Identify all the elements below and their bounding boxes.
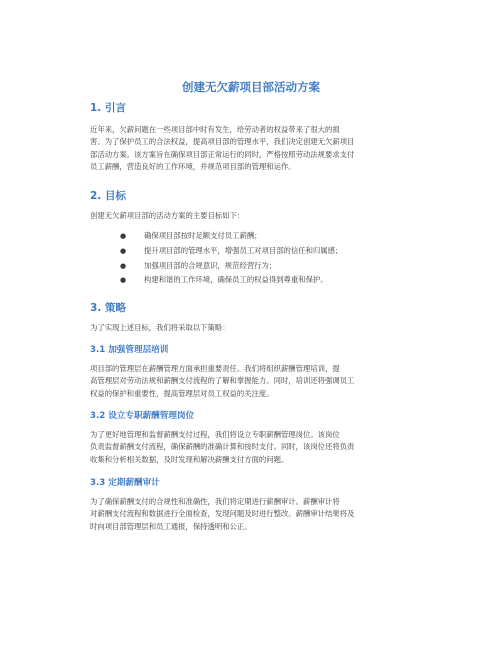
subsection-training-paragraph — [90, 363, 412, 400]
subsection-heading-audit: 3.3 定期薪酬审计 — [90, 478, 160, 488]
document-title: 创建无欠薪项目部活动方案 — [182, 80, 320, 94]
strategy-intro: 为了实现上述目标，我们将采取以下策略： — [90, 323, 230, 332]
list-item: ● 确保项目部按时足额支付员工薪酬； — [90, 229, 412, 244]
goals-list — [90, 229, 412, 288]
paragraph-line: 对薪酬支付流程和数据进行全面检查，发现问题及时进行整改。薪酬审计结果将及 — [90, 509, 355, 519]
bullet-icon: ● — [120, 276, 127, 285]
bullet-icon: ● — [120, 261, 127, 270]
bullet-icon: ● — [120, 232, 127, 240]
section-introduction-paragraph — [90, 124, 412, 173]
paragraph-line: 高管理层对劳动法规和薪酬支付流程的了解和掌握能力。同时，培训还将强调员工 — [90, 376, 355, 386]
paragraph-line: 害。为了保护员工的合法权益，提高项目部的管理水平，我们决定创建无欠薪项目 — [90, 137, 355, 147]
bullet-icon: ● — [120, 246, 127, 255]
section-heading-introduction: 1. 引言 — [90, 102, 126, 114]
subsection-audit-paragraph — [90, 496, 412, 533]
paragraph-line: 为了更好地管理和监督薪酬支付过程，我们将设立专职薪酬管理岗位。该岗位 — [90, 430, 340, 439]
paragraph-line: 部活动方案。该方案旨在确保项目部正常运行的同时，严格按照劳动法规要求支付 — [90, 149, 355, 159]
paragraph-line: 员工薪酬，营造良好的工作环境，并规范项目部的管理和运作。 — [90, 161, 296, 171]
goals-intro: 创建无欠薪项目部的活动方案的主要目标如下： — [90, 211, 245, 220]
paragraph-line: 权益的保护和重要性，提高管理层对员工权益的关注度。 — [90, 388, 274, 398]
list-item: ● 提升项目部的管理水平，增强员工对项目部的信任和归属感； — [90, 244, 412, 259]
paragraph-line: 收集和分析相关数据，及时发现和解决薪酬支付方面的问题。 — [90, 454, 289, 464]
subsection-heading-training: 3.1 加强管理层培训 — [90, 345, 169, 355]
paragraph-line: 时向项目部管理层和员工通报，保持透明和公正。 — [90, 521, 252, 531]
list-item: ● 加强项目部的合规意识，规范经营行为； — [90, 259, 412, 274]
paragraph-line: 项目部的管理层在薪酬管理方面承担重要责任。我们将组织薪酬管理培训，提 — [90, 364, 340, 373]
list-item: ● 构建和谐的工作环境，确保员工的权益得到尊重和保护。 — [90, 273, 412, 288]
subsection-payroll-position-paragraph — [90, 429, 412, 466]
paragraph-line: 为了确保薪酬支付的合规性和准确性，我们将定期进行薪酬审计。薪酬审计将 — [90, 497, 340, 506]
section-heading-strategy: 3. 策略 — [90, 302, 126, 314]
section-heading-goals: 2. 目标 — [90, 190, 126, 202]
subsection-heading-payroll-position: 3.2 设立专职薪酬管理岗位 — [90, 411, 195, 421]
paragraph-line: 负责监督薪酬支付流程，确保薪酬的准确计算和按时支付。同时，该岗位还将负责 — [90, 442, 355, 452]
paragraph-line: 近年来，欠薪问题在一些项目部中时有发生，给劳动者的权益带来了很大的损 — [90, 125, 340, 134]
